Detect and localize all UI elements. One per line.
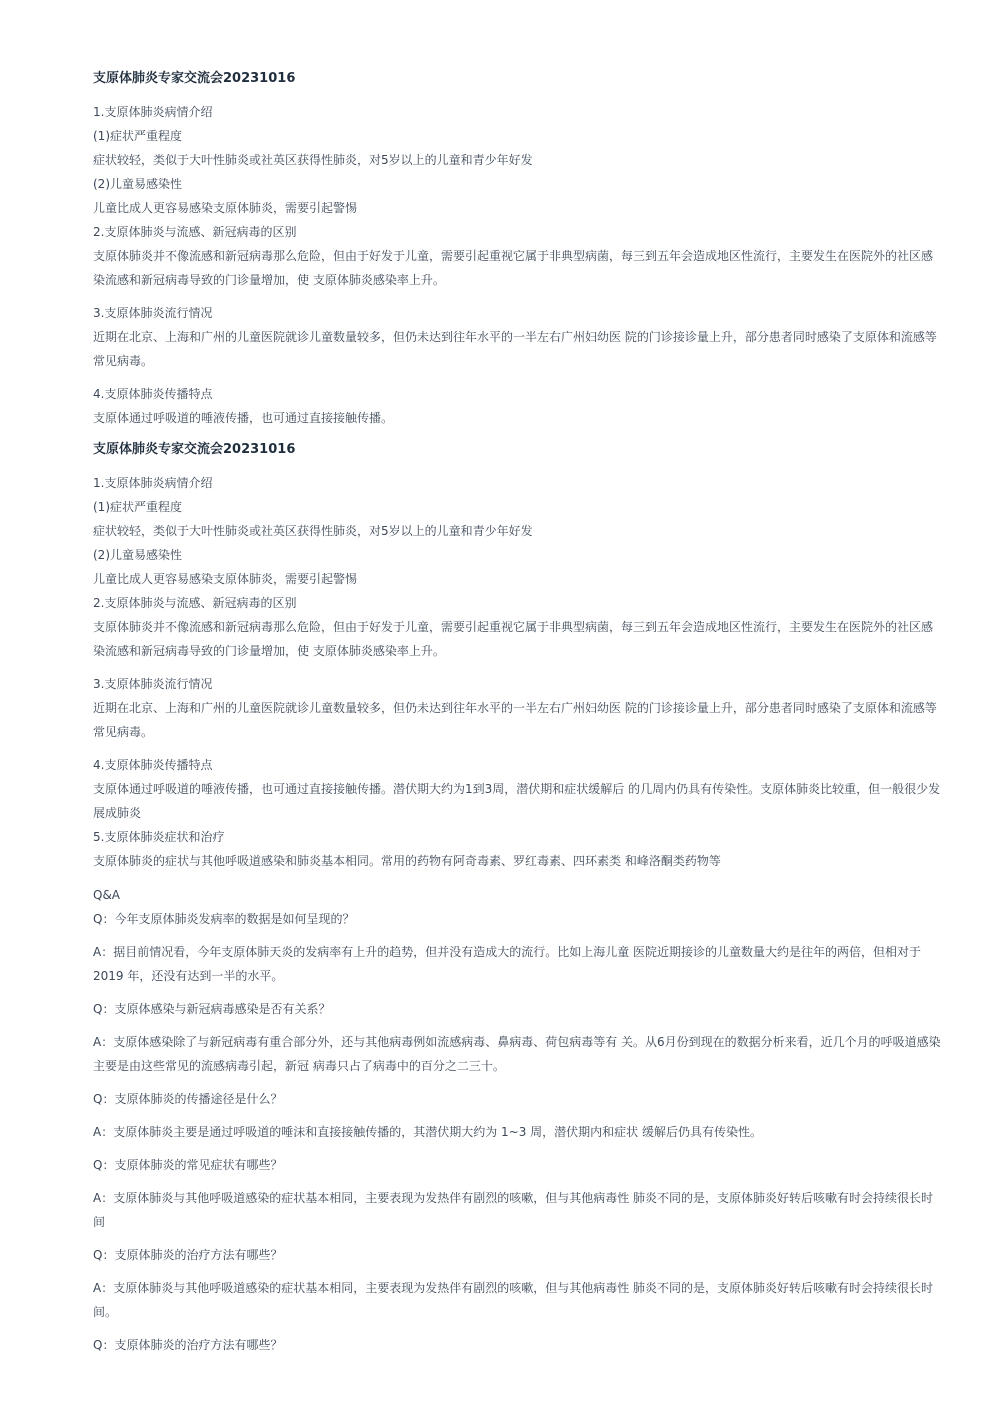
heading-3: 3.支原体肺炎流行情况 bbox=[93, 677, 213, 691]
answer: A：支原体肺炎与其他呼吸道感染的症状基本相同，主要表现为发热伴有剧烈的咳嗽，但与其他病毒性 肺炎不同的是，支原体肺炎好转后咳嗽有时会持续很长时间 bbox=[93, 1191, 934, 1229]
paragraph-4: 支原体通过呼吸道的唾液传播，也可通过直接接触传播。 bbox=[93, 411, 394, 425]
question: Q：支原体肺炎的常见症状有哪些？ bbox=[93, 1158, 283, 1172]
paragraph-2: 支原体肺炎并不像流感和新冠病毒那么危险，但由于好发于儿童，需要引起重视它属于非典型病菌，每三到五年会造成地区性流行，主要发生在医院外的社区感染流感和新冠病毒导致的门诊量增加，使 支原体肺炎感染率上升。 bbox=[93, 620, 934, 658]
paragraph-4: 支原体通过呼吸道的唾液传播，也可通过直接接触传播。潜伏期大约为1到3周，潜伏期和症状缓解后 的几周内仍具有传染性。支原体肺炎比较重，但一般很少发展成肺炎 bbox=[93, 782, 941, 820]
qa-heading: Q&A bbox=[93, 888, 121, 902]
heading-5: 5.支原体肺炎症状和治疗 bbox=[93, 830, 225, 844]
answer: A：据目前情况看，今年支原体肺天炎的发病率有上升的趋势，但并没有造成大的流行。比如上海儿童 医院近期接诊的儿童数量大约是往年的两倍，但相对于2019 年，还没有达到一半的水平。 bbox=[93, 945, 922, 983]
paragraph-3: 近期在北京、上海和广州的儿童医院就诊儿童数量较多，但仍未达到往年水平的一半左右广州妇幼医 院的门诊接诊量上升，部分患者同时感染了支原体和流感等常见病毒。 bbox=[93, 330, 937, 368]
document-title-repeat: 支原体肺炎专家交流会20231016 bbox=[93, 442, 296, 457]
heading-2: 2.支原体肺炎与流感、新冠病毒的区别 bbox=[93, 596, 297, 610]
question: Q：今年支原体肺炎发病率的数据是如何呈现的？ bbox=[93, 912, 355, 926]
answer: A：支原体感染除了与新冠病毒有重合部分外，还与其他病毒例如流感病毒、鼻病毒、荷包病毒等有 关。从6月份到现在的数据分析来看，近几个月的呼吸道感染主要是由这些常见的流感病毒引起，新冠 病毒只占了病毒中的百分之二三十。 bbox=[93, 1035, 941, 1073]
heading-4: 4.支原体肺炎传播特点 bbox=[93, 758, 213, 772]
paragraph-1-1: 症状较轻，类似于大叶性肺炎或社英区获得性肺炎，对5岁以上的儿童和青少年好发 bbox=[93, 524, 533, 538]
paragraph-3: 近期在北京、上海和广州的儿童医院就诊儿童数量较多，但仍未达到往年水平的一半左右广州妇幼医 院的门诊接诊量上升，部分患者同时感染了支原体和流感等常见病毒。 bbox=[93, 701, 937, 739]
document-title: 支原体肺炎专家交流会20231016 bbox=[93, 71, 296, 86]
heading-2: 2.支原体肺炎与流感、新冠病毒的区别 bbox=[93, 225, 297, 239]
subheading-1-1: (1)症状严重程度 bbox=[93, 500, 182, 514]
heading-1: 1.支原体肺炎病情介绍 bbox=[93, 105, 213, 119]
paragraph-1-2: 儿童比成人更容易感染支原体肺炎，需要引起警惕 bbox=[93, 572, 358, 586]
heading-3: 3.支原体肺炎流行情况 bbox=[93, 306, 213, 320]
paragraph-1-2: 儿童比成人更容易感染支原体肺炎，需要引起警惕 bbox=[93, 201, 358, 215]
paragraph-5: 支原体肺炎的症状与其他呼吸道感染和肺炎基本相同。常用的药物有阿奇毒素、罗红毒素、四环素类 和峰洛酮类药物等 bbox=[93, 854, 721, 868]
question: Q：支原体感染与新冠病毒感染是否有关系？ bbox=[93, 1002, 331, 1016]
subheading-1-2: (2)儿童易感染性 bbox=[93, 177, 182, 191]
question: Q：支原体肺炎的治疗方法有哪些？ bbox=[93, 1338, 283, 1352]
answer: A：支原体肺炎主要是通过呼吸道的唾沫和直接接触传播的，其潜伏期大约为 1~3 周，潜伏期内和症状 缓解后仍具有传染性。 bbox=[93, 1125, 762, 1139]
question: Q：支原体肺炎的传播途径是什么？ bbox=[93, 1092, 283, 1106]
paragraph-1-1: 症状较轻，类似于大叶性肺炎或社英区获得性肺炎，对5岁以上的儿童和青少年好发 bbox=[93, 153, 533, 167]
answer: A：支原体肺炎与其他呼吸道感染的症状基本相同，主要表现为发热伴有剧烈的咳嗽，但与其他病毒性 肺炎不同的是，支原体肺炎好转后咳嗽有时会持续很长时间。 bbox=[93, 1281, 934, 1319]
heading-1: 1.支原体肺炎病情介绍 bbox=[93, 476, 213, 490]
document-page bbox=[93, 68, 943, 1357]
heading-4: 4.支原体肺炎传播特点 bbox=[93, 387, 213, 401]
subheading-1-1: (1)症状严重程度 bbox=[93, 129, 182, 143]
subheading-1-2: (2)儿童易感染性 bbox=[93, 548, 182, 562]
paragraph-2: 支原体肺炎并不像流感和新冠病毒那么危险，但由于好发于儿童，需要引起重视它属于非典型病菌，每三到五年会造成地区性流行，主要发生在医院外的社区感染流感和新冠病毒导致的门诊量增加，使 支原体肺炎感染率上升。 bbox=[93, 249, 934, 287]
question: Q：支原体肺炎的治疗方法有哪些？ bbox=[93, 1248, 283, 1262]
